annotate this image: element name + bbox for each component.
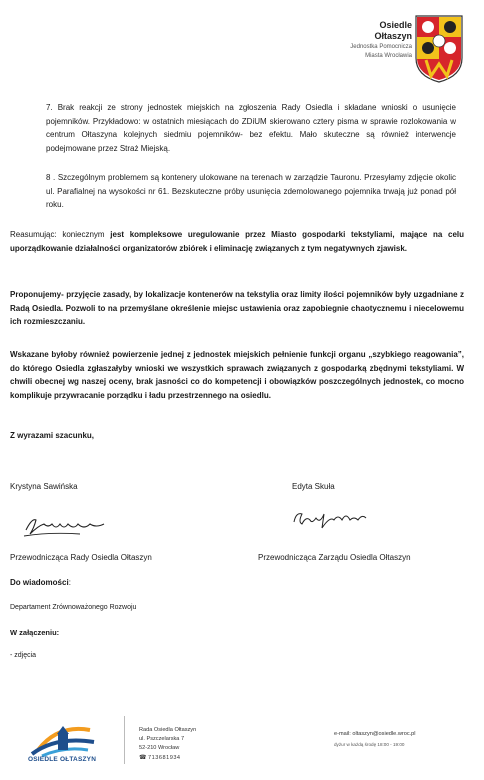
phone-icon: ☎ <box>139 755 147 761</box>
footer-divider <box>124 716 125 764</box>
right-signer-role: Przewodnicząca Zarządu Osiedla Ołtaszyn <box>258 553 411 562</box>
letterhead-sub-1: Jednostka Pomocnicza <box>350 44 412 50</box>
paragraph-8: 8 . Szczególnym problemem są kontenery ulokowane na terenach w zarządzie Tauronu. Przesyłamy zdjęcie okolic ul. Parafialnej na wysokości nr 61. Bezskuteczne próby usunięcia zdemolowanego pojemnika trwają już ponad pół roku. <box>46 173 456 209</box>
paragraph-7: 7. Brak reakcji ze strony jednostek miejskich na zgłoszenia Rady Osiedla i składane wnioski o usunięcie pojemników. Przykładowo: w ostatnich miesiącach do ZDiUM skierowano cztery pisma w sprawie rozlokowania w centrum Ołtaszyna kolejnych siedmiu pojemników- bez efektu. Mało skuteczne są również interwencje podejmowane przez Straż Miejską. <box>46 103 456 153</box>
right-signature-icon <box>290 506 370 532</box>
summary-paragraph <box>10 228 464 255</box>
logo-text: OSIEDLE OŁTASZYN <box>28 756 97 763</box>
city-crest-icon <box>414 14 464 84</box>
letterhead-title-1: Osiedle <box>379 20 412 30</box>
distribution-recipient: Departament Zrównoważonego Rozwoju <box>10 604 137 611</box>
footer-hours: dyżur w każdą środę 18:00 - 19:00 <box>334 742 405 747</box>
attachment-label: W załączeniu: <box>10 628 60 637</box>
closing-line: Z wyrazami szacunku, <box>10 431 95 440</box>
distribution-colon: : <box>68 578 71 587</box>
letterhead <box>350 20 412 60</box>
letterhead-title-2: Ołtaszyn <box>374 31 412 41</box>
left-signature-icon <box>20 512 110 540</box>
letterhead-sub-2: Miasta Wrocławia <box>365 53 412 59</box>
right-signer-name: Edyta Skuła <box>292 482 335 491</box>
footer-org: Rada Osiedla Ołtaszyn <box>139 727 197 733</box>
footer-phone-row <box>139 754 196 763</box>
left-signer-name: Krystyna Sawińska <box>10 482 78 491</box>
footer-street: ul. Pszczelarska 7 <box>139 736 185 742</box>
distribution-label-text: Do wiadomości <box>10 578 69 587</box>
summary-lead: Reasumując: koniecznym <box>10 230 111 239</box>
footer-city: 52-210 Wrocław <box>139 745 180 751</box>
proposal-paragraph: Proponujemy- przyjęcie zasady, by lokalizacje kontenerów na tekstylia oraz limity ilości pojemników były uzgadniane z Radą Osiedla. Pozwoli to na przemyślane określenie miejsc ustawienia oraz zapobiegnie chaotycznemu i niecelowemu ich rozmieszczaniu. <box>10 290 464 326</box>
footer-phone: 713681934 <box>148 755 181 761</box>
footer-email[interactable]: e-mail: oltaszyn@osiedle.wroc.pl <box>334 731 416 737</box>
osiedle-logo-icon <box>28 720 100 758</box>
recommendation-paragraph: Wskazane byłoby również powierzenie jednej z jednostek miejskich pełnienie funkcji organu „szybkiego reagowania”, do którego Osiedla zgłaszałyby wnioski we wszystkich sprawach związanych z gospodarką zbędnymi tekstyliami. W chwili obecnej wg naszej oceny, brak jasności co do kompetencji i obowiązków poszczególnych jednostek, co mocno komplikuje przywracanie porządku i ładu przestrzennego na osiedlu. <box>10 350 464 400</box>
footer-address <box>139 726 196 763</box>
summary-bold: jest kompleksowe uregulowanie przez Miasto gospodarki tekstyliami, mające na celu uporządkowanie działalności organizatorów zbiórek i eliminację związanych z tym negatywnych zjawisk. <box>10 230 465 253</box>
left-signer-role: Przewodnicząca Rady Osiedla Ołtaszyn <box>10 553 152 562</box>
attachment-item: - zdjęcia <box>10 652 37 659</box>
distribution-label <box>10 578 71 587</box>
